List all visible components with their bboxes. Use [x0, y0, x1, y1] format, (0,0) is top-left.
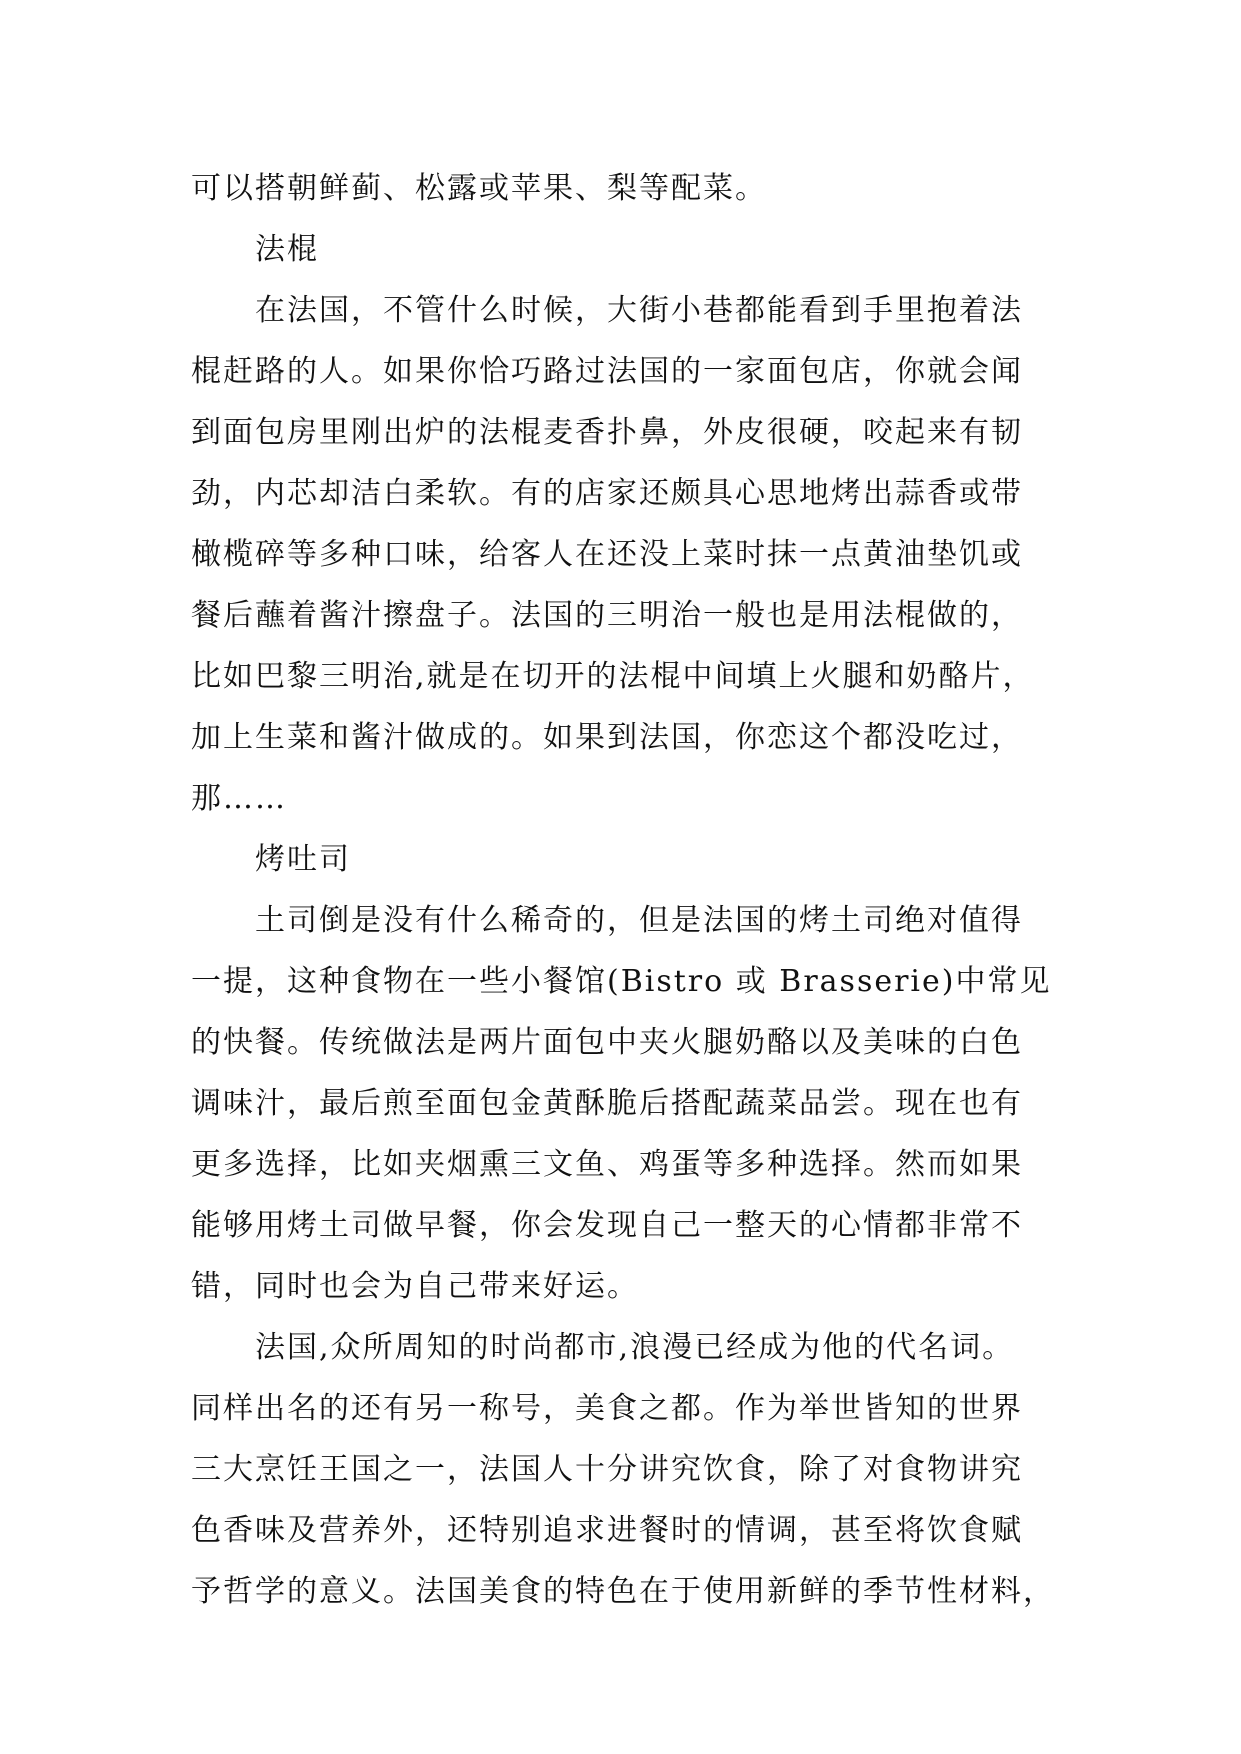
- text-line: 调味汁，最后煎至面包金黄酥脆后搭配蔬菜品尝。现在也有: [191, 1086, 1023, 1121]
- text-line: 那……: [191, 781, 287, 816]
- text-line: 橄榄碎等多种口味，给客人在还没上菜时抹一点黄油垫饥或: [191, 537, 1023, 572]
- text-line: 比如巴黎三明治,就是在切开的法棍中间填上火腿和奶酪片，: [191, 659, 1035, 694]
- text-line: 餐后蘸着酱汁擦盘子。法国的三明治一般也是用法棍做的，: [191, 598, 1023, 633]
- text-line: 棍赶路的人。如果你恰巧路过法国的一家面包店，你就会闻: [191, 354, 1023, 389]
- text-line: 的快餐。传统做法是两片面包中夹火腿奶酪以及美味的白色: [191, 1025, 1023, 1060]
- text-line: 错，同时也会为自己带来好运。: [191, 1269, 639, 1304]
- text-line: 劲，内芯却洁白柔软。有的店家还颇具心思地烤出蒜香或带: [191, 476, 1023, 511]
- text-line: 到面包房里刚出炉的法棍麦香扑鼻，外皮很硬，咬起来有韧: [191, 415, 1023, 450]
- text-line: 予哲学的意义。法国美食的特色在于使用新鲜的季节性材料，: [191, 1574, 1055, 1609]
- body-text: [191, 158, 1071, 1622]
- text-line: 加上生菜和酱汁做成的。如果到法国，你恋这个都没吃过，: [191, 720, 1023, 755]
- text-line: 同样出名的还有另一称号，美食之都。作为举世皆知的世界: [191, 1391, 1023, 1426]
- text-line: 能够用烤土司做早餐，你会发现自己一整天的心情都非常不: [191, 1208, 1023, 1243]
- text-line: 土司倒是没有什么稀奇的，但是法国的烤土司绝对值得: [255, 903, 1023, 938]
- text-line: 色香味及营养外，还特别追求进餐时的情调，甚至将饮食赋: [191, 1513, 1023, 1548]
- text-line: 法国,众所周知的时尚都市,浪漫已经成为他的代名词。: [255, 1330, 1015, 1365]
- text-line: 三大烹饪王国之一，法国人十分讲究饮食，除了对食物讲究: [191, 1452, 1023, 1487]
- section-heading-toast: 烤吐司: [255, 842, 351, 877]
- text-line: 一提，这种食物在一些小餐馆(Bistro 或 Brasserie)中常见: [191, 964, 1052, 999]
- text-line: 在法国，不管什么时候，大街小巷都能看到手里抱着法: [255, 293, 1023, 328]
- section-heading-baguette: 法棍: [255, 232, 319, 267]
- text-line: 更多选择，比如夹烟熏三文鱼、鸡蛋等多种选择。然而如果: [191, 1147, 1023, 1182]
- text-line: 可以搭朝鲜蓟、松露或苹果、梨等配菜。: [191, 171, 767, 206]
